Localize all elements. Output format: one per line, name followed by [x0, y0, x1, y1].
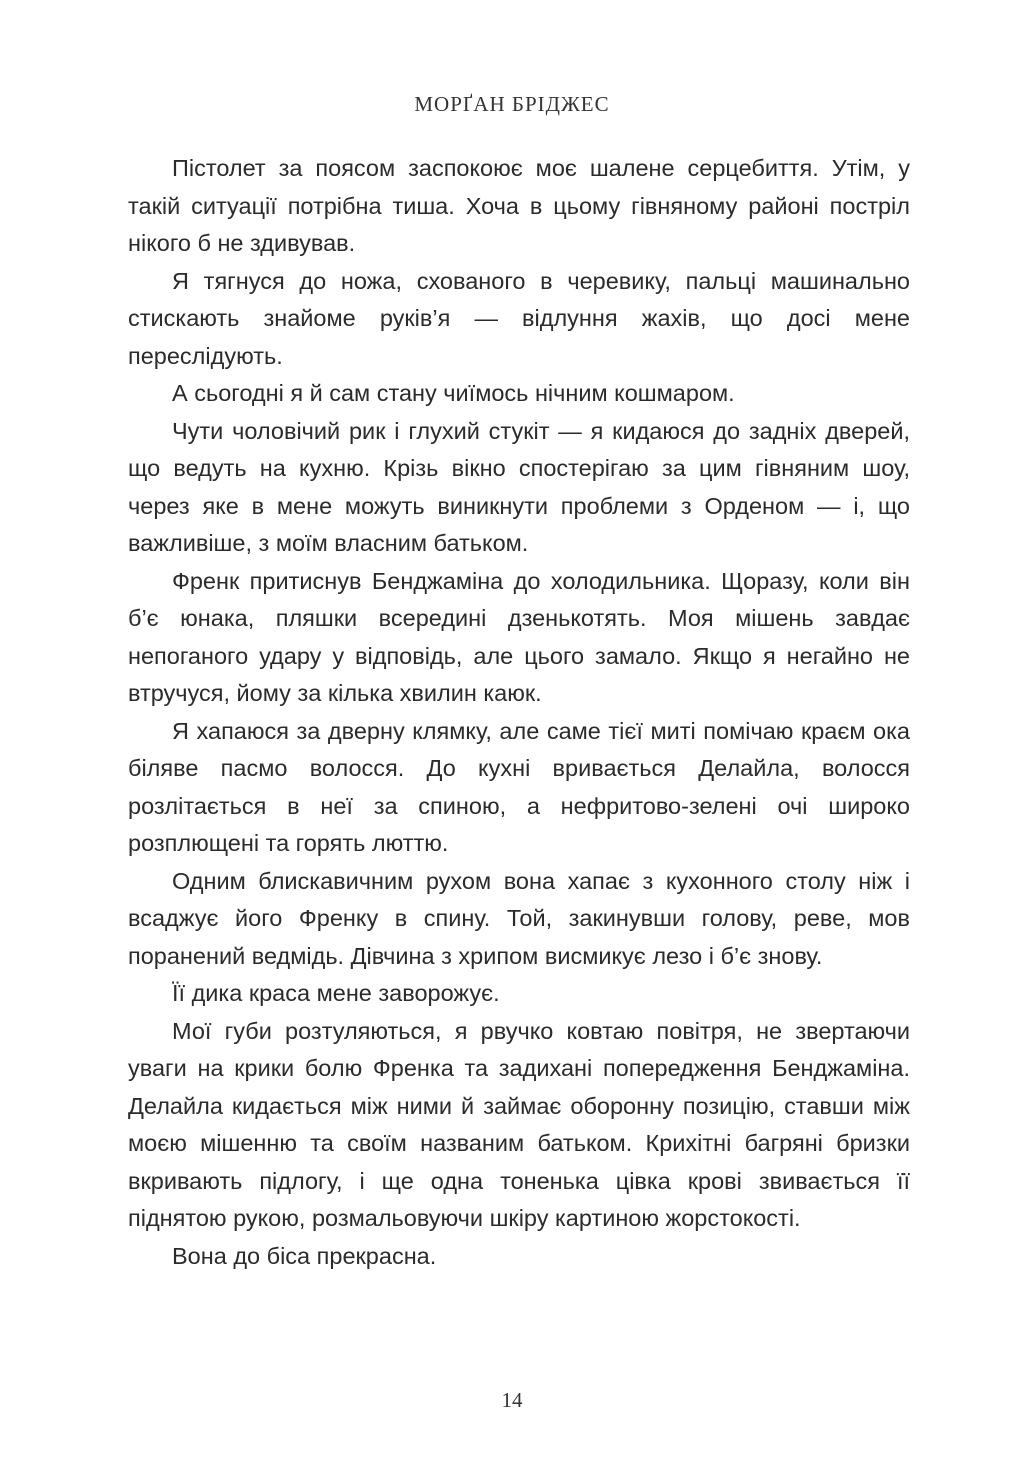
paragraph: Її дика краса мене заворожує.: [172, 980, 500, 1006]
running-head-author: МОРҐАН БРІДЖЕС: [414, 92, 610, 116]
paragraph: Френк притиснув Бенджаміна до холодильника. Щоразу, коли він б’є юнака, пляшки всередині дзенькотять. Моя мішень завдає непоганого удару у відповідь, але цього замало. Якщо я негайно не втручуся, йому за кілька хвилин каюк.: [128, 567, 910, 706]
paragraph: Вона до біса прекрасна.: [172, 1242, 437, 1269]
page-number: 14: [501, 1388, 523, 1412]
paragraph: Я хапаюся за дверну клямку, але саме тієї миті помічаю краєм ока біляве пасмо волосся. До кухні вривається Делайла, волосся розлітається в неї за спиною, а нефритово-зелені очі широко розплющені та горять люттю.: [128, 717, 910, 856]
paragraph: А сьогодні я й сам стану чиїмось нічним кошмаром.: [172, 380, 735, 406]
paragraph: Одним блискавичним рухом вона хапає з кухонного столу ніж і всаджує його Френку в спину. Той, закинувши голову, реве, мов поранений ведмідь. Дівчина з хрипом висмикує лезо і б’є знову.: [128, 867, 910, 969]
paragraph: Мої губи розтуляються, я рвучко ковтаю повітря, не звертаючи уваги на крики болю Френка та задихані попередження Бенджаміна. Делайла кидається між ними й займає оборонну позицію, ставши між моєю мішенню та своїм названим батьком. Крихітні багряні бризки вкривають підлогу, і ще одна тоненька цівка крові звивається її піднятою рукою, розмальовуючи шкіру картиною жорстокості.: [128, 1017, 910, 1231]
paragraph: Я тягнуся до ножа, схованого в черевику, пальці машинально стискають знайоме руків’я — відлуння жахів, що досі мене переслідують.: [128, 267, 910, 369]
paragraph: Пістолет за поясом заспокоює моє шалене серцебиття. Утім, у такій ситуації потрібна тиша. Хоча в цьому гівняному районі постріл нікого б не здивував.: [128, 155, 910, 256]
body-text: [128, 150, 910, 1275]
paragraph: Чути чоловічий рик і глухий стукіт — я кидаюся до задніх дверей, що ведуть на кухню. Крізь вікно спостерігаю за цим гівняним шоу, через яке в мене можуть виникнути проблеми з Орденом — і, що важливіше, з моїм власним батьком.: [128, 417, 910, 556]
